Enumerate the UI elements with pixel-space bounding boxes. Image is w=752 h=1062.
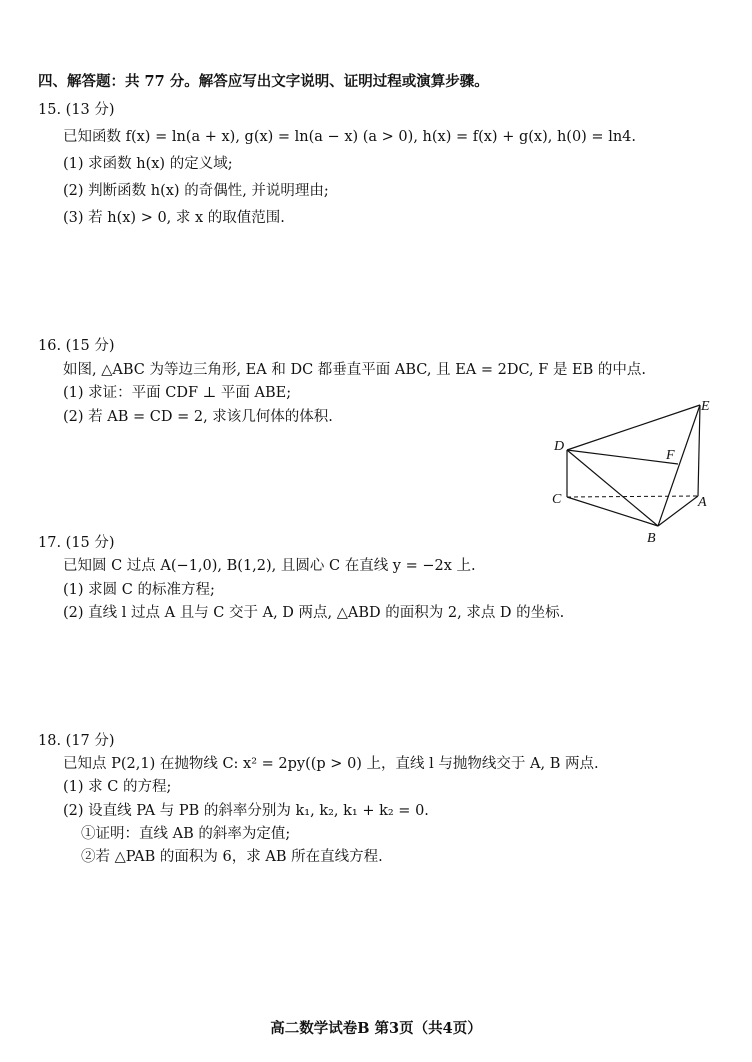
edge-CB [567, 497, 658, 526]
edge-DF [567, 450, 678, 464]
q17-stem: 已知圆 C 过点 A(−1,0), B(1,2), 且圆心 C 在直线 y = −2x 上. [63, 558, 476, 574]
q15-stem: 已知函数 f(x) = ln(a + x), g(x) = ln(a − x) (a > 0), h(x) = f(x) + g(x), h(0) = ln4. [63, 129, 637, 145]
label-F: F [666, 448, 675, 463]
q15-part-2: (2) 判断函数 h(x) 的奇偶性, 并说明理由; [63, 183, 329, 199]
q15-part-3: (3) 若 h(x) > 0, 求 x 的取值范围. [63, 210, 285, 226]
page-footer: 高二数学试卷B 第3页（共4页） [270, 1020, 482, 1037]
q18-part-1: (1) 求 C 的方程; [63, 779, 172, 795]
label-C: C [552, 492, 562, 507]
edge-AB [658, 496, 698, 526]
geometry-figure [545, 393, 725, 543]
q15-part-1: (1) 求函数 h(x) 的定义域; [63, 156, 233, 172]
edge-CA-hidden [567, 496, 698, 497]
q18-subpart-2: ②若 △PAB 的面积为 6，求 AB 所在直线方程. [81, 849, 383, 865]
label-B: B [647, 531, 656, 543]
q17-number: 17. (15 分) [38, 535, 115, 551]
label-A: A [698, 495, 707, 510]
edge-EA [698, 405, 700, 496]
edge-DE [567, 405, 700, 450]
q18-part-2: (2) 设直线 PA 与 PB 的斜率分别为 k₁, k₂, k₁ + k₂ = 0. [63, 803, 429, 819]
section-title: 四、解答题：共 77 分。解答应写出文字说明、证明过程或演算步骤。 [38, 73, 489, 90]
q17-part-2: (2) 直线 l 过点 A 且与 C 交于 A, D 两点, △ABD 的面积为 2, 求点 D 的坐标. [63, 605, 565, 621]
q16-stem: 如图, △ABC 为等边三角形, EA 和 DC 都垂直平面 ABC, 且 EA = 2DC, F 是 EB 的中点. [63, 362, 647, 378]
q16-number: 16. (15 分) [38, 338, 115, 354]
q17-part-1: (1) 求圆 C 的标准方程; [63, 582, 215, 598]
q18-stem: 已知点 P(2,1) 在抛物线 C: x² = 2py((p > 0) 上，直线 l 与抛物线交于 A, B 两点. [63, 756, 599, 772]
edge-DB [567, 450, 658, 526]
label-E: E [701, 399, 710, 414]
q16-part-1: (1) 求证：平面 CDF ⊥ 平面 ABE; [63, 385, 292, 401]
q16-part-2: (2) 若 AB = CD = 2, 求该几何体的体积. [63, 409, 333, 425]
label-D: D [554, 439, 565, 454]
q18-number: 18. (17 分) [38, 733, 115, 749]
q18-subpart-1: ①证明：直线 AB 的斜率为定值; [81, 826, 291, 842]
q15-number: 15. (13 分) [38, 102, 115, 118]
edge-EB [658, 405, 700, 526]
